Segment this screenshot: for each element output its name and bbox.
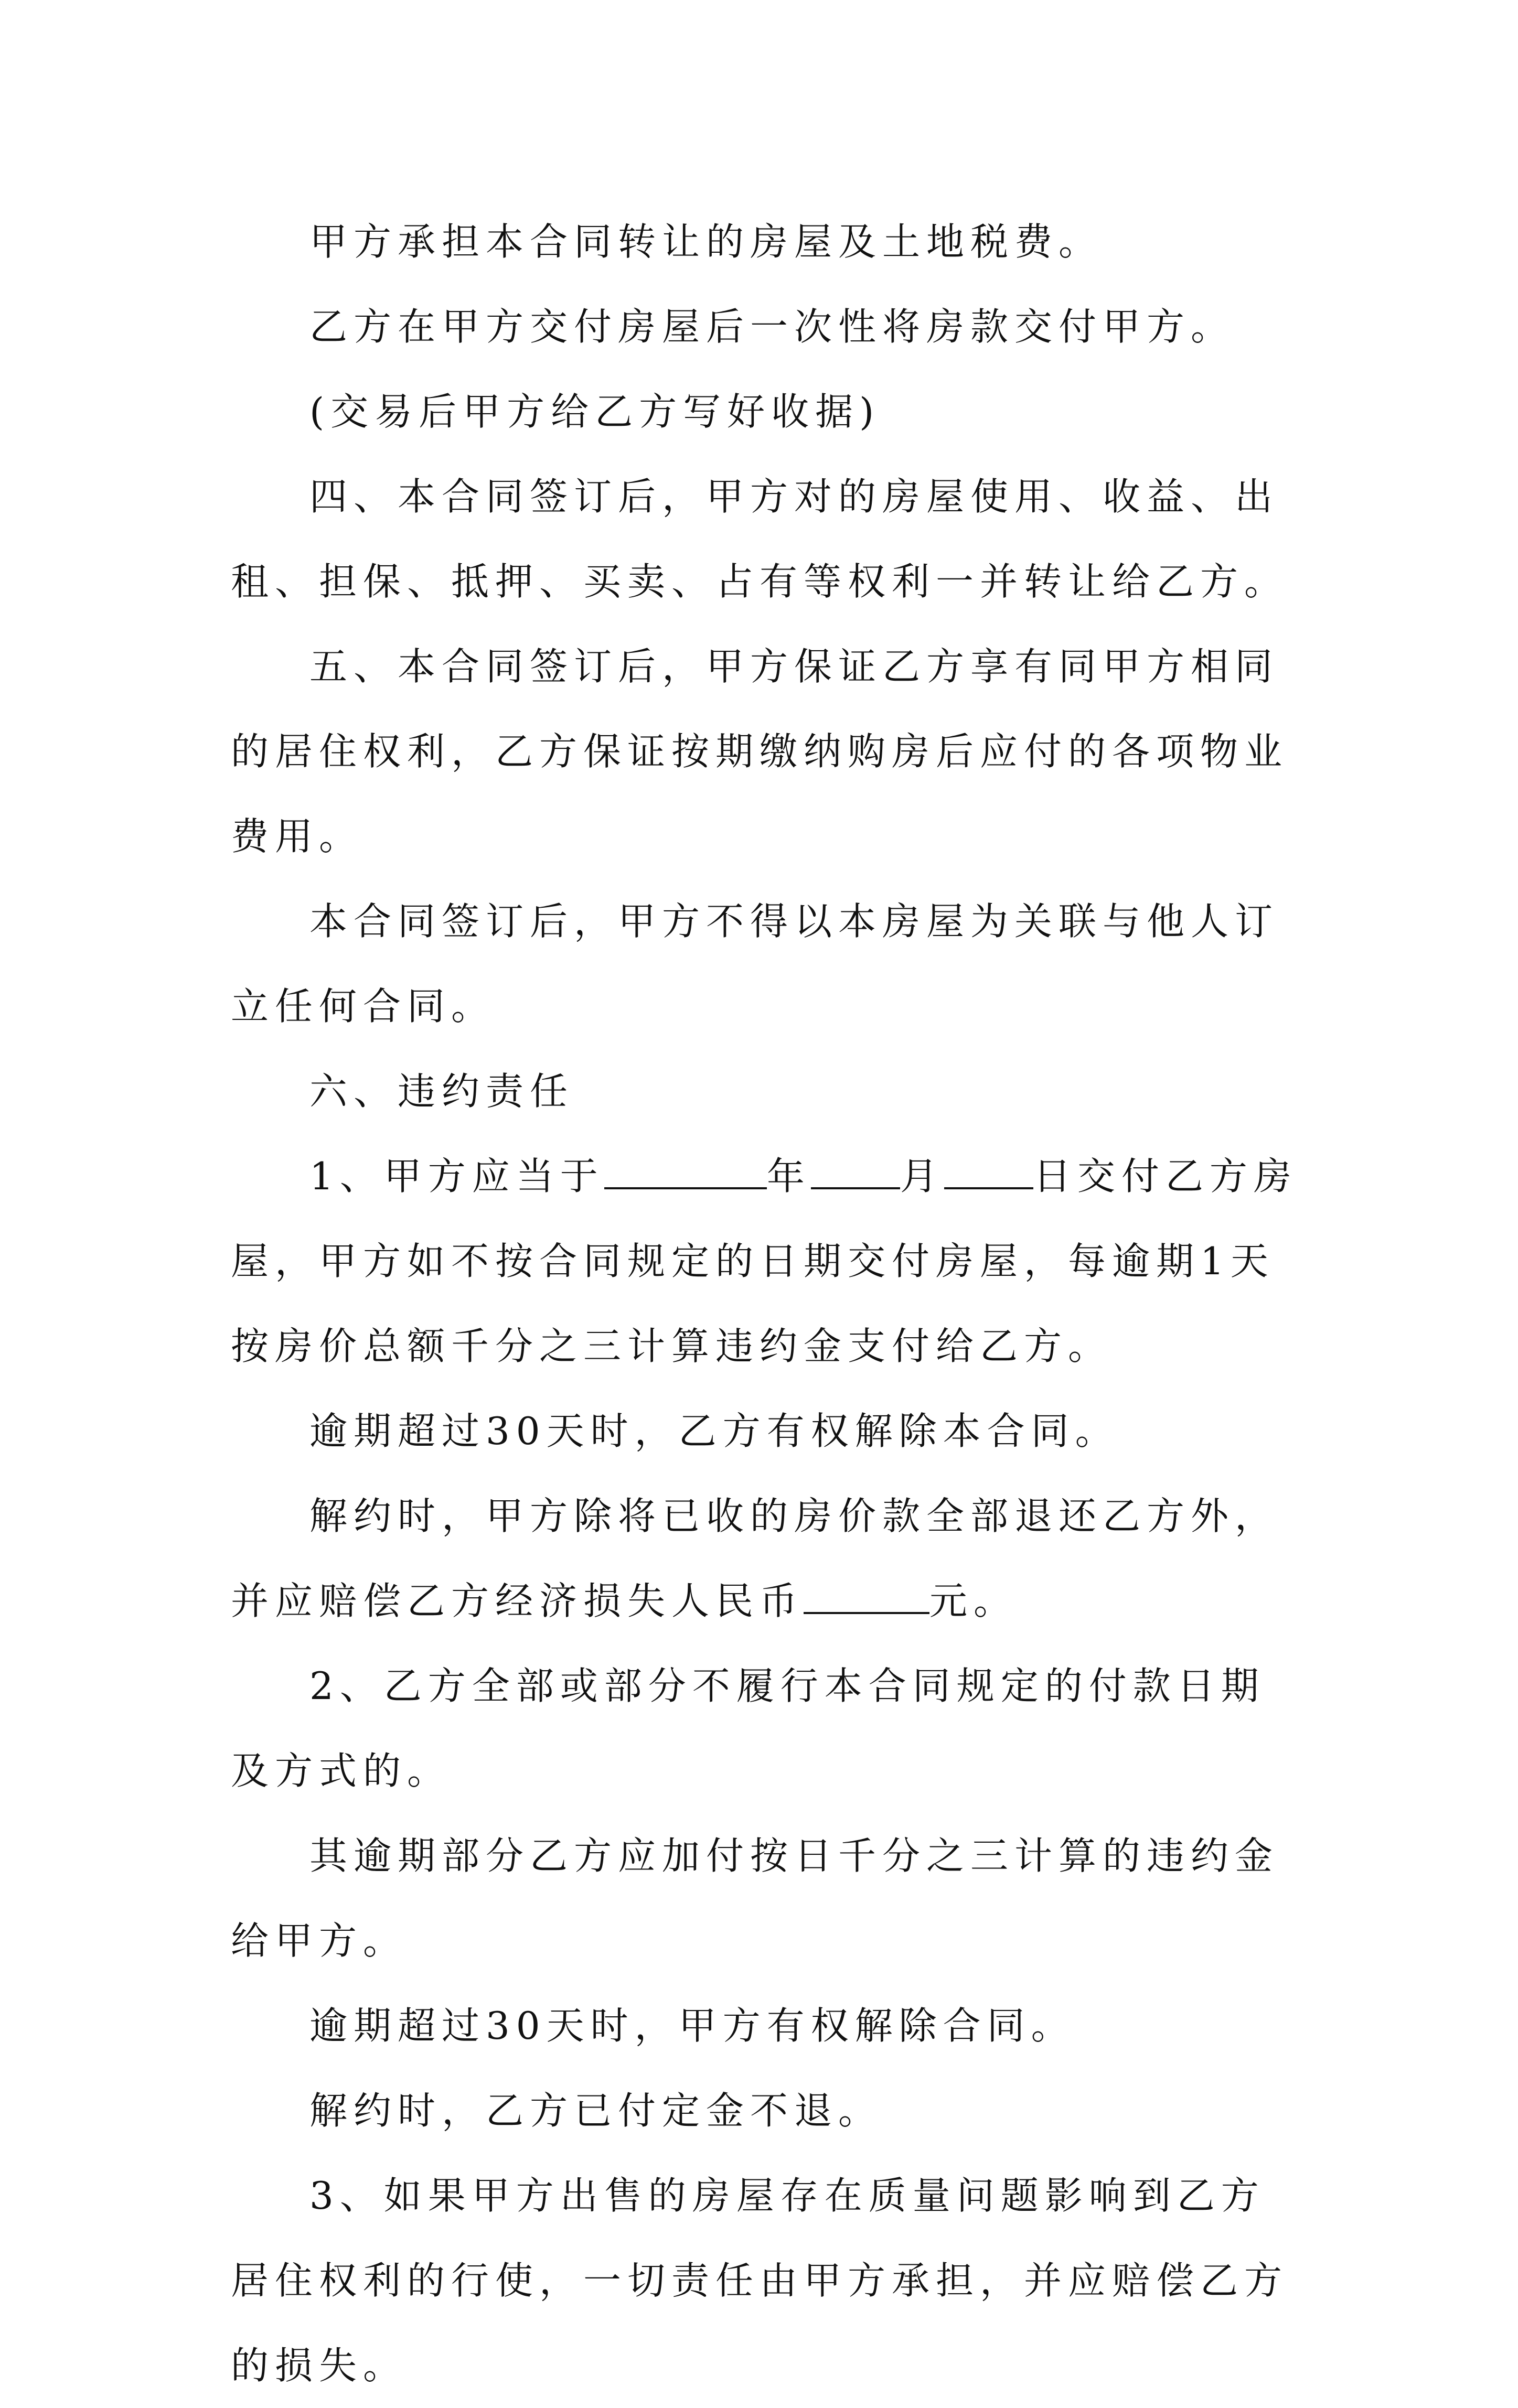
liability-item-3: 3、如果甲方出售的房屋存在质量问题影响到乙方居住权利的行使，一切责任由甲方承担，并应赔偿乙方的损失。 xyxy=(231,2174,1289,2388)
paragraph-overdue-seller: 逾期超过30天时，乙方有权解除本合同。 xyxy=(309,1409,1119,1453)
paragraph-tax: 甲方承担本合同转让的房屋及土地税费。 xyxy=(309,220,1103,264)
paragraph-termination-refund xyxy=(231,1474,1301,1643)
paragraph-receipt: (交易后甲方给乙方写好收据) xyxy=(309,390,881,434)
paragraph-late-penalty: 其逾期部分乙方应加付按日千分之三计算的违约金给甲方。 xyxy=(231,1834,1279,1963)
paragraph-no-other-contract: 本合同签订后，甲方不得以本房屋为关联与他人订立任何合同。 xyxy=(231,899,1279,1028)
paragraph-payment: 乙方在甲方交付房屋后一次性将房款交付甲方。 xyxy=(309,305,1235,349)
paragraph-overdue-buyer: 逾期超过30天时，甲方有权解除合同。 xyxy=(309,2004,1075,2048)
day-blank xyxy=(944,1154,1033,1189)
contract-body xyxy=(231,199,1301,2408)
liability-item-1-text-a: 1、甲方应当于 xyxy=(309,1154,604,1198)
month-blank xyxy=(811,1154,900,1189)
termination-refund-text-a: 解约时，甲方除将已收的房价款全部退还乙方外，并应赔偿乙方经济损失人民币 xyxy=(231,1494,1279,1623)
liability-item-1 xyxy=(231,1134,1301,1389)
liability-item-2: 2、乙方全部或部分不履行本合同规定的付款日期及方式的。 xyxy=(231,1664,1265,1793)
liability-item-1-text-d: 日交付乙方房屋，甲方如不按合同规定的日期交付房屋，每逾期1天按房价总额千分之三计算违约金支付给乙方。 xyxy=(231,1154,1298,1368)
year-blank xyxy=(604,1154,767,1189)
liability-item-1-text-b: 年 xyxy=(766,1154,811,1198)
amount-blank xyxy=(804,1578,929,1614)
clause-four: 四、本合同签订后，甲方对的房屋使用、收益、出租、担保、抵押、买卖、占有等权利一并转让给乙方。 xyxy=(231,475,1289,604)
paragraph-deposit: 解约时，乙方已付定金不退。 xyxy=(309,2089,883,2133)
termination-refund-text-b: 元。 xyxy=(929,1579,1018,1623)
liability-item-1-text-c: 月 xyxy=(900,1154,944,1198)
clause-five: 五、本合同签订后，甲方保证乙方享有同甲方相同的居住权利，乙方保证按期缴纳购房后应付的各项物业费用。 xyxy=(231,644,1289,858)
clause-six-heading: 六、违约责任 xyxy=(309,1069,574,1113)
